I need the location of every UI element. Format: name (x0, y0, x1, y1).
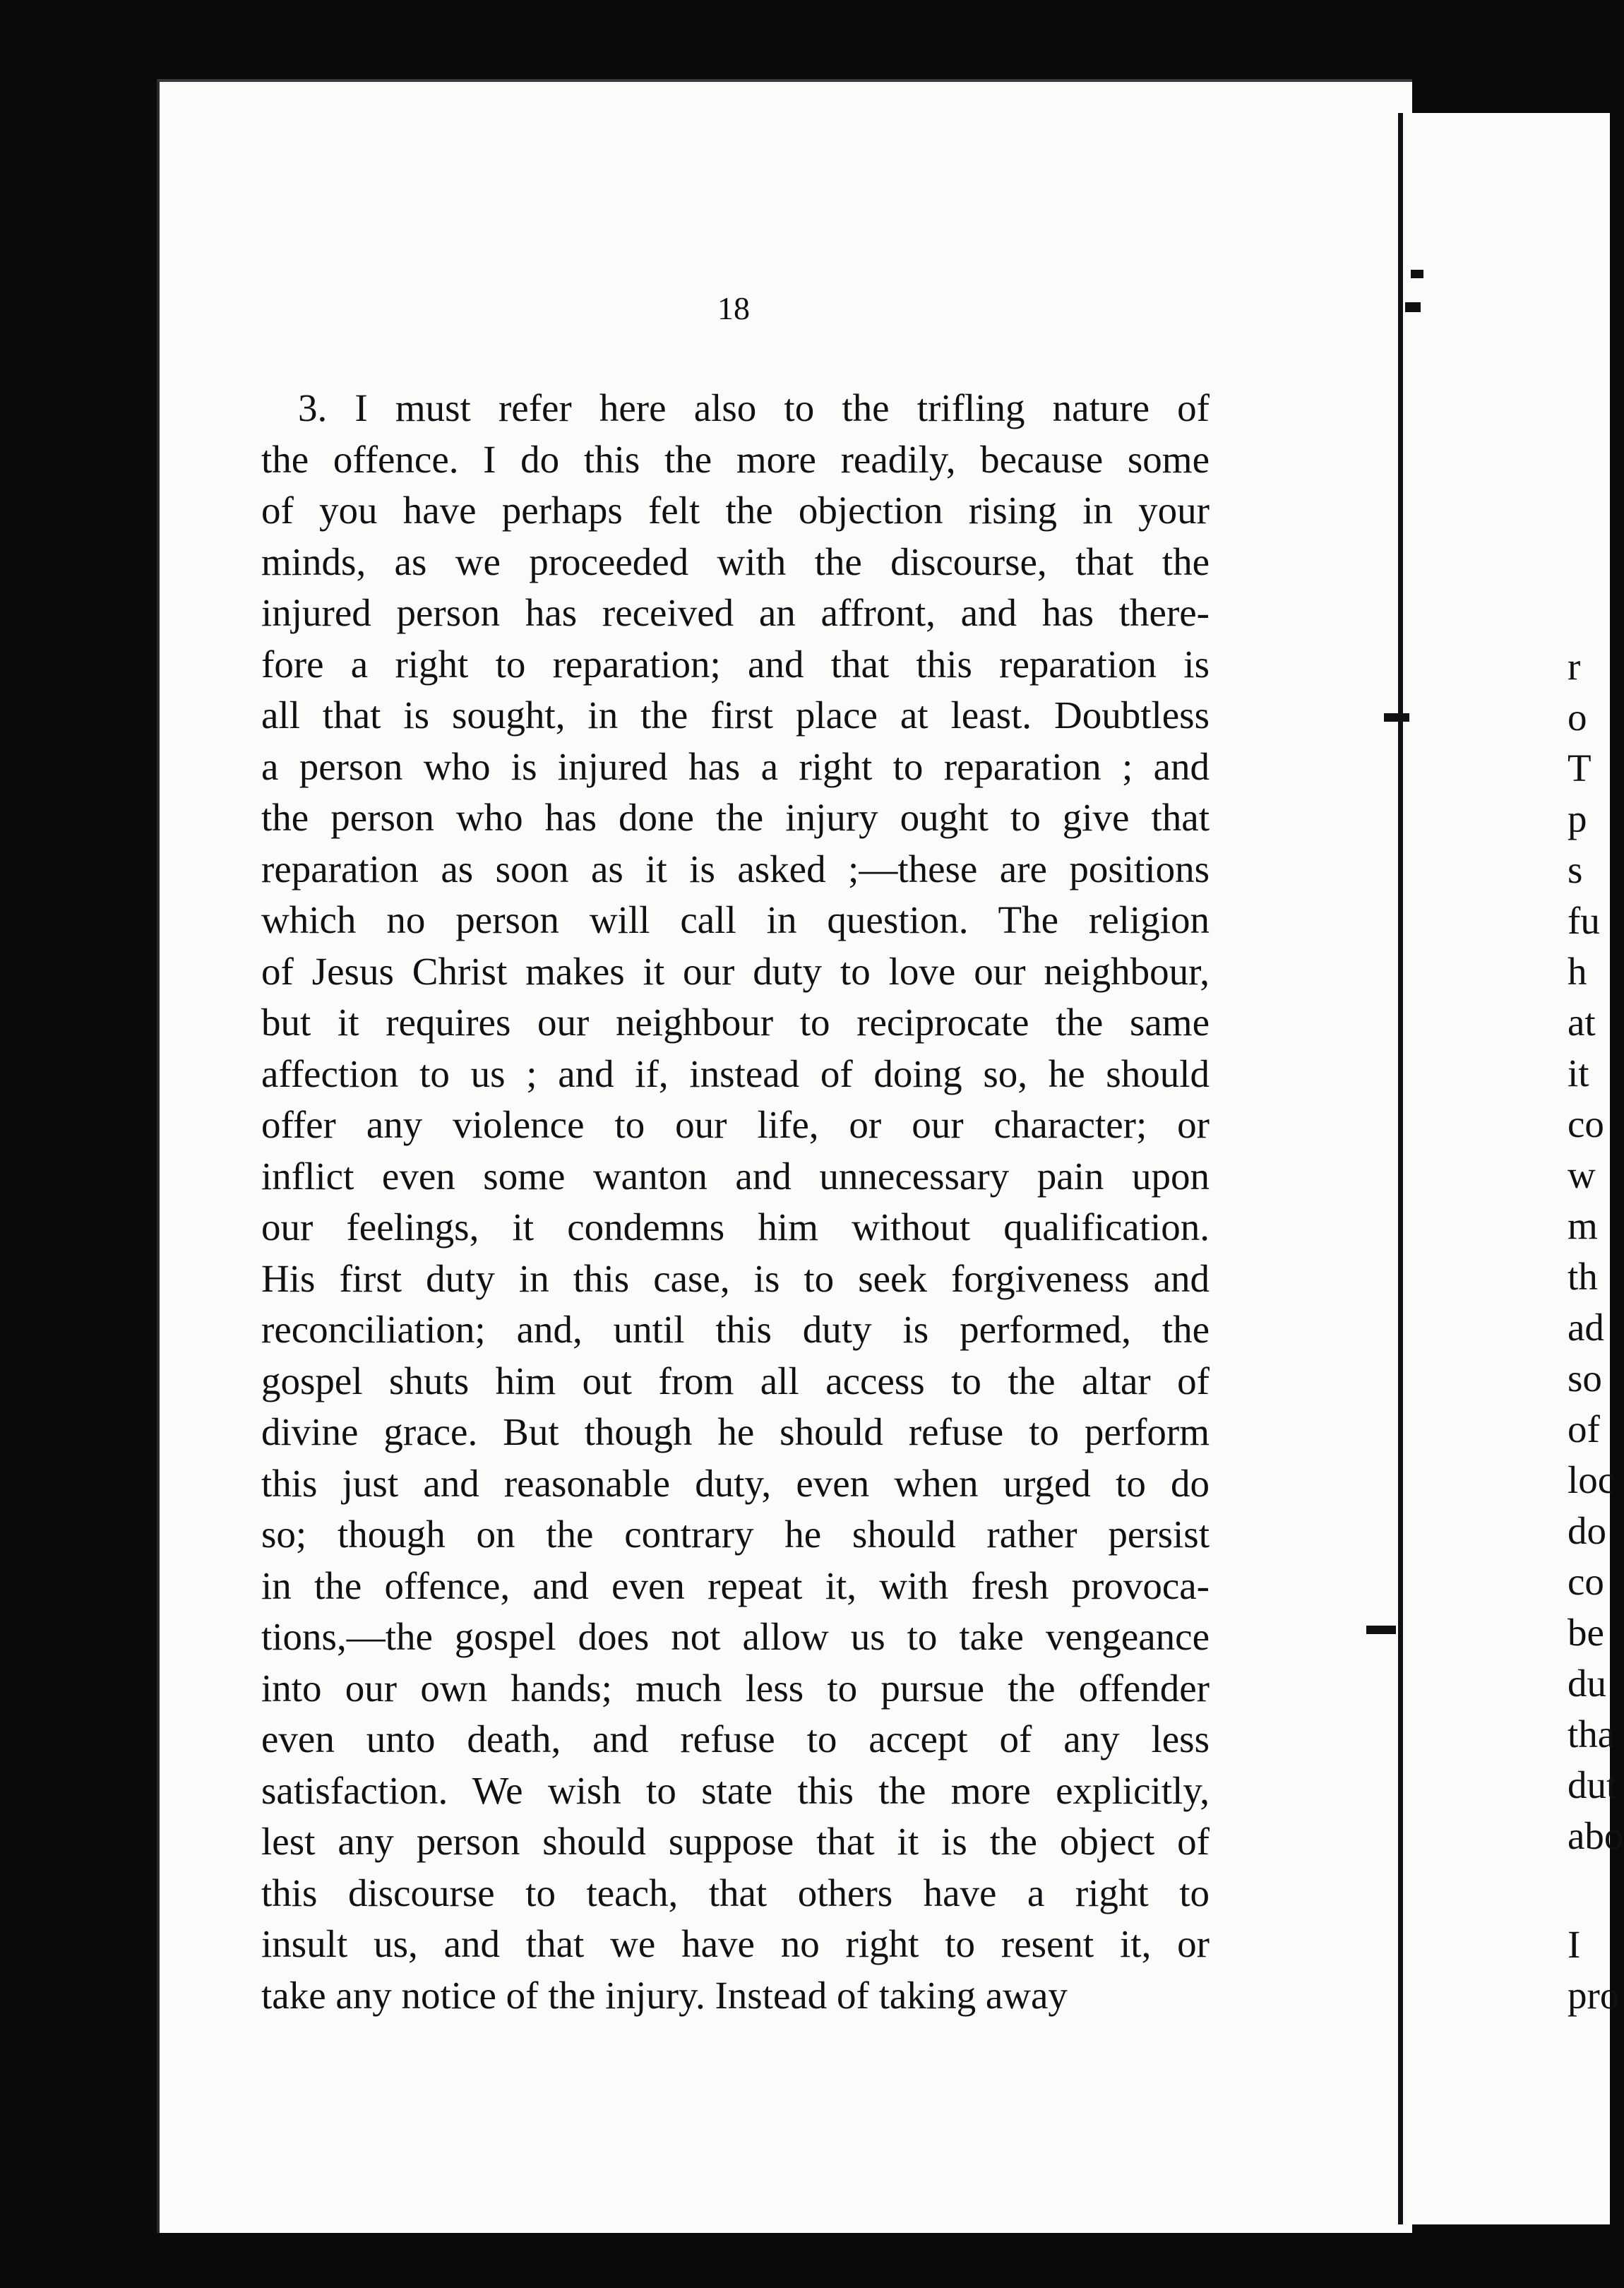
facing-fragment: co (1568, 1102, 1604, 1145)
facing-fragment: dut (1568, 1763, 1618, 1806)
text-line: offer any violence to our life, or our character; or (261, 1103, 1210, 1146)
facing-fragment: so (1568, 1357, 1602, 1400)
text-line: lest any person should suppose that it is the object of (261, 1820, 1210, 1863)
text-line: of you have perhaps felt the objection rising in your (261, 489, 1210, 532)
text-line: even unto death, and refuse to accept of any less (261, 1717, 1210, 1760)
facing-fragment: r (1568, 645, 1581, 688)
text-line: satisfaction. We wish to state this the more explicitly, (261, 1768, 1210, 1812)
binding-stitch (1411, 270, 1423, 278)
text-line: this discourse to teach, that others have a right to (261, 1871, 1210, 1914)
facing-fragment: be (1568, 1611, 1604, 1654)
text-line: tions,—the gospel does not allow us to take vengeance (261, 1615, 1210, 1658)
facing-fragment: it (1568, 1051, 1589, 1095)
facing-fragment: ad (1568, 1306, 1604, 1349)
text-line: take any notice of the injury. Instead of taking away (261, 1973, 1068, 2017)
body-text (261, 383, 1210, 2021)
text-line: so; though on the contrary he should rather persist (261, 1513, 1210, 1556)
facing-fragment: do (1568, 1509, 1606, 1552)
facing-fragment: T (1568, 746, 1592, 790)
facing-fragment: du (1568, 1662, 1606, 1705)
facing-fragment: loc (1568, 1458, 1616, 1501)
facing-fragment: co (1568, 1560, 1604, 1603)
text-line: our feelings, it condemns him without qualification. (261, 1205, 1210, 1249)
facing-fragment: pro (1568, 1974, 1620, 2017)
facing-fragment: of (1568, 1407, 1600, 1450)
facing-fragment: tha (1568, 1712, 1616, 1756)
binding-stitch (1405, 302, 1421, 312)
text-line: the offence. I do this the more readily, because some (261, 437, 1210, 481)
facing-fragment: at (1568, 1001, 1596, 1044)
text-line: into our own hands; much less to pursue the offender (261, 1666, 1210, 1710)
text-line: 3. I must refer here also to the trifling nature of (298, 386, 1210, 429)
facing-fragment: abo (1568, 1814, 1624, 1857)
facing-fragment: th (1568, 1255, 1598, 1298)
text-line: reparation as soon as it is asked ;—these are positions (261, 847, 1210, 890)
text-line: of Jesus Christ makes it our duty to love our neighbour, (261, 949, 1210, 993)
text-line: gospel shuts him out from all access to the altar of (261, 1359, 1210, 1402)
facing-fragment: m (1568, 1204, 1598, 1247)
text-line: injured person has received an affront, and has there- (261, 591, 1210, 634)
facing-fragment: h (1568, 950, 1587, 993)
text-line: a person who is injured has a right to reparation ; and (261, 744, 1210, 788)
text-line: inflict even some wanton and unnecessary pain upon (261, 1154, 1210, 1198)
binding-stitch (1366, 1626, 1396, 1634)
facing-fragment: o (1568, 696, 1587, 739)
text-line: His first duty in this case, is to seek forgiveness and (261, 1256, 1210, 1300)
text-line: minds, as we proceeded with the discourse, that the (261, 540, 1210, 583)
text-line: but it requires our neighbour to reciprocate the same (261, 1001, 1210, 1044)
text-line: the person who has done the injury ought to give that (261, 796, 1210, 839)
facing-fragment: p (1568, 797, 1587, 840)
text-line: in the offence, and even repeat it, with fresh provoca- (261, 1563, 1210, 1607)
text-line: divine grace. But though he should refuse to perform (261, 1410, 1210, 1453)
text-line: reconciliation; and, until this duty is performed, the (261, 1308, 1210, 1351)
facing-fragment: w (1568, 1153, 1596, 1196)
facing-fragment: I (1568, 1923, 1581, 1966)
text-line: fore a right to reparation; and that this reparation is (261, 642, 1210, 686)
text-line: affection to us ; and if, instead of doing so, he should (261, 1051, 1210, 1095)
facing-fragment: fu (1568, 899, 1600, 942)
text-line: which no person will call in question. The religion (261, 898, 1210, 941)
facing-fragment: s (1568, 848, 1583, 891)
text-line: insult us, and that we have no right to resent it, or (261, 1922, 1210, 1965)
page-number: 18 (717, 290, 750, 326)
binding-stitch (1384, 713, 1409, 722)
text-line: this just and reasonable duty, even when urged to do (261, 1461, 1210, 1505)
text-line: all that is sought, in the first place at least. Doubtless (261, 693, 1210, 737)
